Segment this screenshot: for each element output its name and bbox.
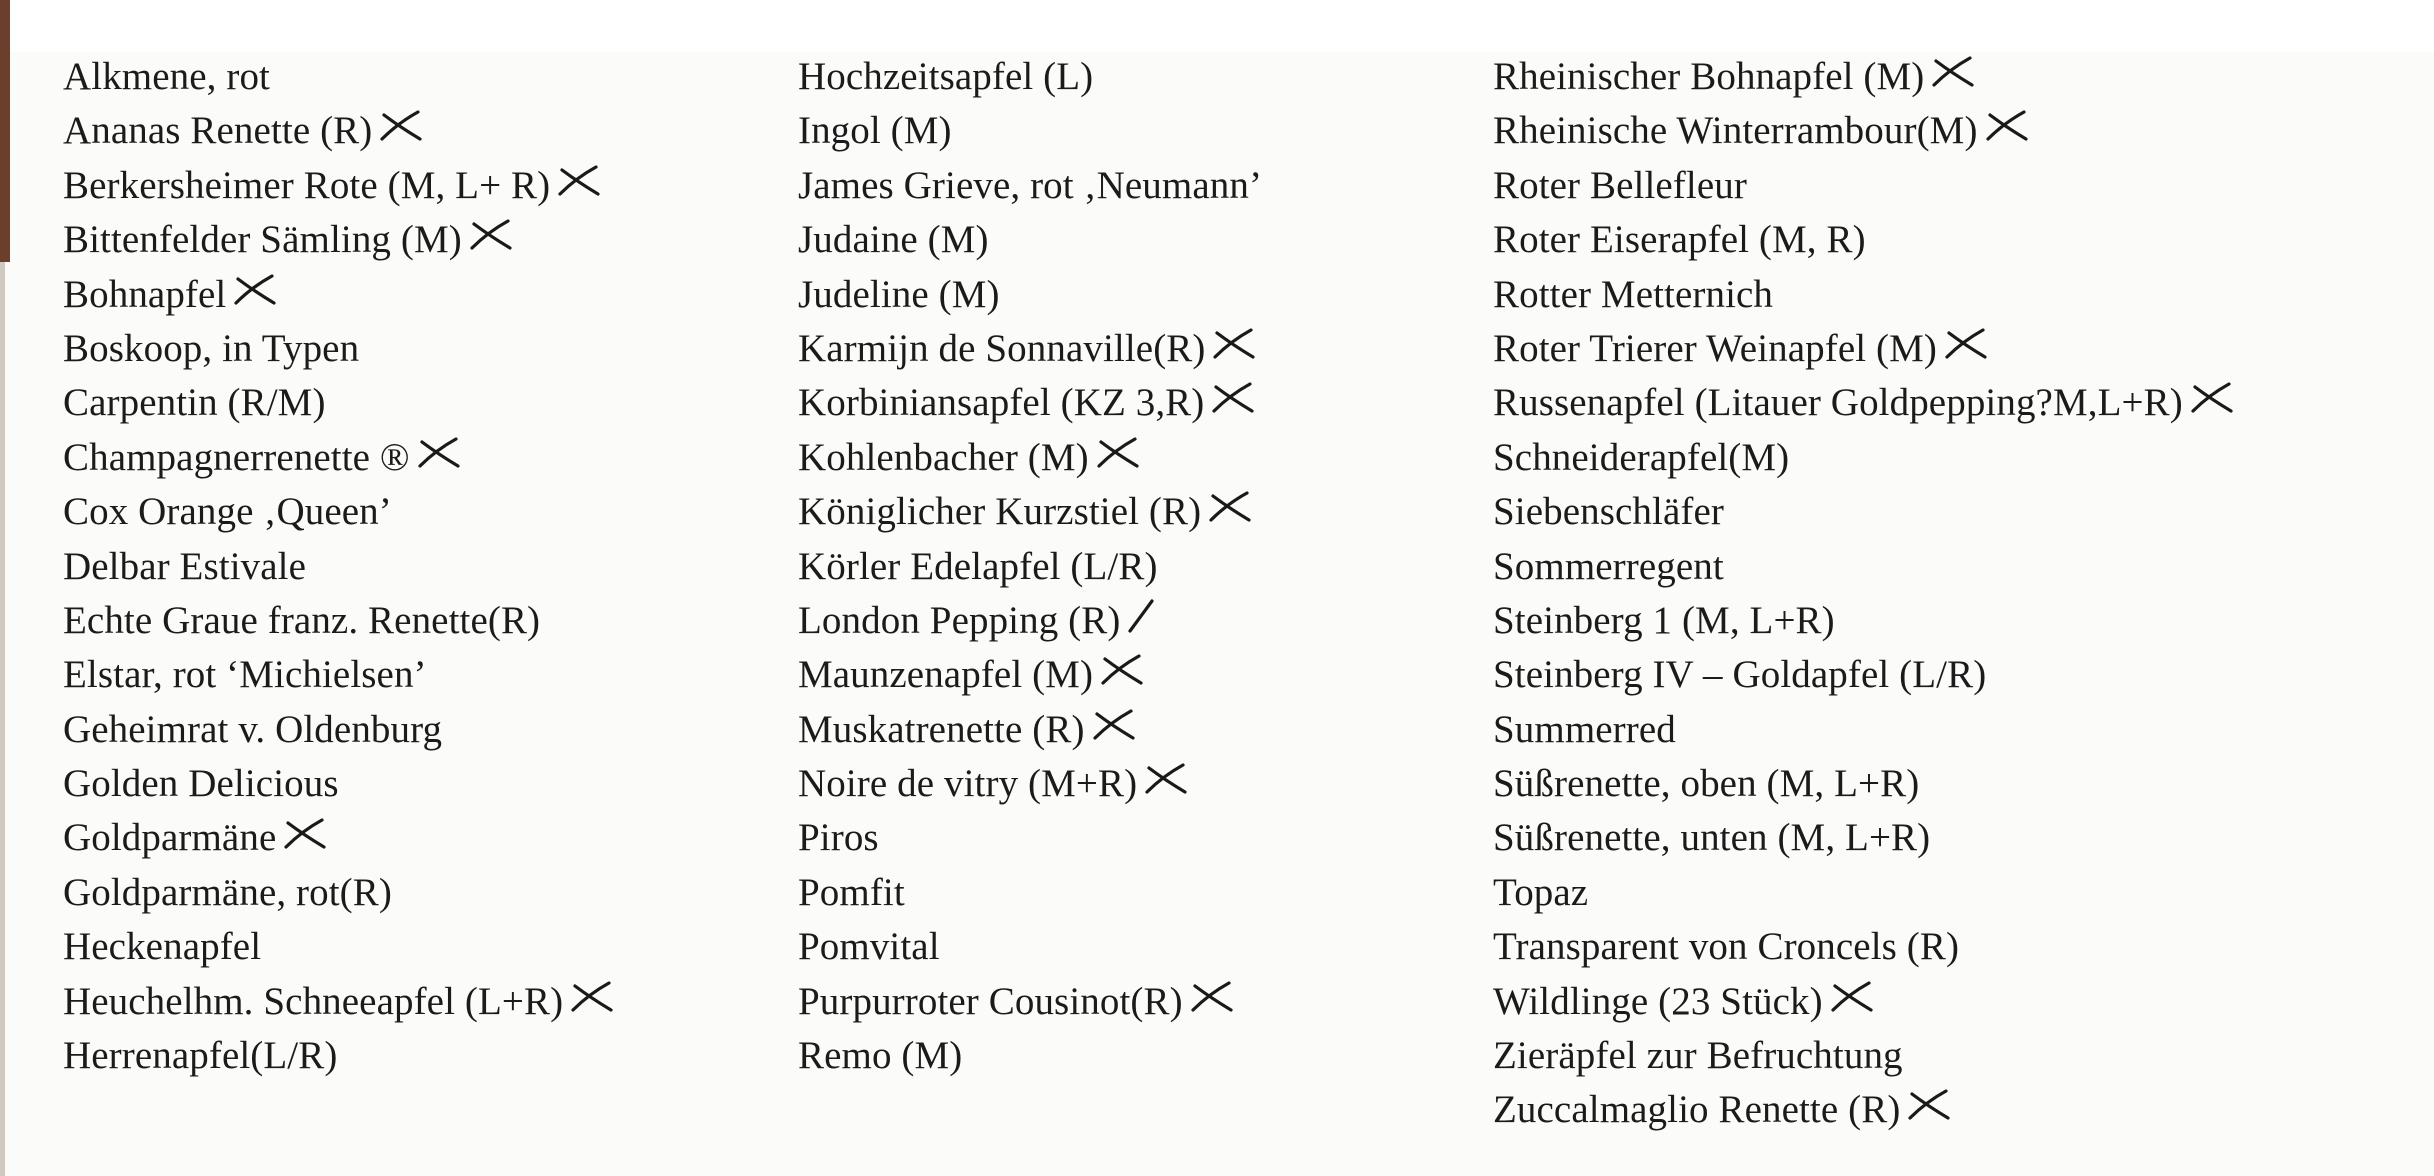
handwritten-cross-icon [1210, 381, 1254, 415]
handwritten-cross-icon [1143, 762, 1187, 796]
variety-name: Elstar, rot ‘Michielsen’ [63, 653, 427, 697]
variety-entry [1493, 431, 2233, 485]
variety-name: Korbiniansapfel (KZ 3,R) [798, 381, 1205, 425]
variety-name: Delbar Estivale [63, 544, 306, 588]
variety-name: Hochzeitsapfel (L) [798, 55, 1094, 98]
variety-name: Heuchelhm. Schneeapfel (L+R) [63, 979, 564, 1023]
handwritten-cross-icon [1091, 708, 1135, 742]
variety-entry [1493, 866, 2233, 920]
variety-name: Schneiderapfel(M) [1493, 435, 1790, 479]
variety-name: Roter Eiserapfel (M, R) [1493, 218, 1866, 262]
handwritten-cross-icon [1095, 436, 1139, 470]
variety-entry [63, 703, 613, 757]
variety-entry [63, 811, 613, 865]
variety-entry [63, 159, 613, 213]
variety-entry [1493, 920, 2233, 974]
variety-entry [798, 975, 1262, 1029]
variety-name: Bohnapfel [63, 272, 227, 316]
variety-entry [798, 104, 1262, 158]
variety-entry [798, 811, 1262, 865]
handwritten-cross-icon [2189, 381, 2233, 415]
variety-name: Purpurroter Cousinot(R) [798, 979, 1183, 1023]
variety-name: Boskoop, in Typen [63, 326, 360, 370]
variety-column-1 [63, 50, 613, 1083]
handwritten-cross-icon [1829, 980, 1873, 1014]
variety-entry [798, 920, 1262, 974]
variety-entry [1493, 104, 2233, 158]
variety-name: Wildlinge (23 Stück) [1493, 979, 1823, 1023]
variety-name: Rheinische Winterrambour(M) [1493, 109, 1978, 153]
variety-name: Königlicher Kurzstiel (R) [798, 490, 1202, 534]
handwritten-cross-icon [378, 109, 422, 143]
variety-name: Goldparmäne [63, 816, 277, 860]
variety-name: Roter Trierer Weinapfel (M) [1493, 326, 1937, 370]
variety-name: Pomvital [798, 925, 940, 969]
variety-entry [63, 920, 613, 974]
variety-name: Ananas Renette (R) [63, 109, 373, 153]
variety-entry [798, 213, 1262, 267]
handwritten-cross-icon [416, 436, 460, 470]
binding-edge [0, 0, 10, 262]
variety-name: Siebenschläfer [1493, 490, 1724, 534]
variety-column-3 [1493, 50, 2233, 1138]
variety-name: Remo (M) [798, 1034, 963, 1078]
variety-entry [798, 540, 1262, 594]
variety-name: Noire de vitry (M+R) [798, 762, 1138, 806]
variety-name: Muskatrenette (R) [798, 707, 1085, 751]
variety-entry [1493, 594, 2233, 648]
variety-entry [1493, 757, 2233, 811]
variety-entry [1493, 648, 2233, 702]
variety-entry [798, 322, 1262, 376]
variety-name: Rheinischer Bohnapfel (M) [1493, 55, 1925, 98]
variety-entry [798, 485, 1262, 539]
handwritten-cross-icon [1189, 980, 1233, 1014]
variety-entry [1493, 159, 2233, 213]
variety-name: Körler Edelapfel (L/R) [798, 544, 1158, 588]
variety-entry [1493, 322, 2233, 376]
handwritten-cross-icon [1207, 490, 1251, 524]
variety-name: Cox Orange ‚Queen’ [63, 490, 392, 534]
variety-entry [63, 431, 613, 485]
variety-name: Goldparmäne, rot(R) [63, 870, 392, 914]
variety-name: Maunzenapfel (M) [798, 653, 1094, 697]
variety-entry [63, 50, 613, 104]
variety-entry [1493, 268, 2233, 322]
variety-entry [63, 104, 613, 158]
variety-name: Summerred [1493, 707, 1676, 751]
variety-name: London Pepping (R) [798, 598, 1121, 642]
handwritten-cross-icon [1099, 653, 1143, 687]
variety-entry [63, 1029, 613, 1083]
variety-name: Champagnerrenette ® [63, 435, 410, 479]
variety-entry [798, 594, 1262, 648]
variety-entry [798, 1029, 1262, 1083]
variety-name: Zieräpfel zur Befruchtung [1493, 1034, 1903, 1078]
handwritten-cross-icon [556, 164, 600, 198]
variety-entry [63, 322, 613, 376]
handwritten-cross-icon [232, 273, 276, 307]
page-edge-shadow [0, 262, 5, 1176]
variety-entry [798, 50, 1262, 104]
variety-name: Transparent von Croncels (R) [1493, 925, 1960, 969]
variety-entry [63, 757, 613, 811]
variety-name: Rotter Metternich [1493, 272, 1774, 316]
variety-name: Heckenapfel [63, 925, 262, 969]
variety-entry [798, 376, 1262, 430]
variety-entry [63, 540, 613, 594]
variety-name: Alkmene, rot [63, 55, 270, 98]
variety-entry [63, 594, 613, 648]
variety-name: Kohlenbacher (M) [798, 435, 1089, 479]
variety-entry [63, 376, 613, 430]
handwritten-cross-icon [1906, 1088, 1950, 1122]
handwritten-slash-icon [1126, 597, 1156, 635]
variety-entry [798, 431, 1262, 485]
variety-entry [1493, 540, 2233, 594]
variety-name: Topaz [1493, 870, 1589, 914]
variety-entry [63, 648, 613, 702]
variety-entry [1493, 811, 2233, 865]
variety-name: Golden Delicious [63, 762, 339, 806]
handwritten-cross-icon [1943, 327, 1987, 361]
variety-entry [798, 703, 1262, 757]
variety-name: Russenapfel (Litauer Goldpepping?M,L+R) [1493, 381, 2183, 425]
handwritten-cross-icon [1930, 55, 1974, 89]
variety-entry [1493, 50, 2233, 104]
variety-entry [1493, 1029, 2233, 1083]
variety-name: Carpentin (R/M) [63, 381, 326, 425]
variety-name: Zuccalmaglio Renette (R) [1493, 1088, 1901, 1132]
variety-entry [63, 213, 613, 267]
variety-entry [1493, 703, 2233, 757]
variety-entry [798, 159, 1262, 213]
top-margin [0, 0, 2434, 52]
variety-name: James Grieve, rot ‚Neumann’ [798, 163, 1263, 207]
variety-entry [63, 268, 613, 322]
variety-entry [1493, 376, 2233, 430]
variety-name: Pomfit [798, 870, 905, 914]
variety-entry [1493, 975, 2233, 1029]
variety-entry [1493, 213, 2233, 267]
handwritten-cross-icon [569, 980, 613, 1014]
variety-entry [63, 485, 613, 539]
variety-name: Judeline (M) [798, 272, 1000, 316]
variety-name: Steinberg IV – Goldapfel (L/R) [1493, 653, 1987, 697]
variety-name: Piros [798, 816, 879, 860]
variety-entry [1493, 485, 2233, 539]
handwritten-cross-icon [468, 218, 512, 252]
variety-entry [798, 757, 1262, 811]
variety-name: Ingol (M) [798, 109, 952, 153]
handwritten-cross-icon [282, 817, 326, 851]
variety-entry [63, 975, 613, 1029]
variety-name: Herrenapfel(L/R) [63, 1034, 338, 1078]
variety-name: Süßrenette, oben (M, L+R) [1493, 762, 1920, 806]
variety-column-2 [798, 50, 1262, 1083]
variety-name: Berkersheimer Rote (M, L+ R) [63, 163, 551, 207]
handwritten-cross-icon [1984, 109, 2028, 143]
handwritten-cross-icon [1211, 327, 1255, 361]
variety-name: Roter Bellefleur [1493, 163, 1747, 207]
variety-name: Steinberg 1 (M, L+R) [1493, 598, 1835, 642]
variety-name: Judaine (M) [798, 218, 989, 262]
variety-name: Echte Graue franz. Renette(R) [63, 598, 541, 642]
variety-entry [798, 268, 1262, 322]
variety-name: Karmijn de Sonnaville(R) [798, 326, 1206, 370]
variety-entry [798, 648, 1262, 702]
variety-name: Sommerregent [1493, 544, 1724, 588]
variety-entry [798, 866, 1262, 920]
variety-entry [1493, 1083, 2233, 1137]
variety-name: Geheimrat v. Oldenburg [63, 707, 443, 751]
variety-name: Süßrenette, unten (M, L+R) [1493, 816, 1931, 860]
variety-entry [63, 866, 613, 920]
variety-name: Bittenfelder Sämling (M) [63, 218, 462, 262]
